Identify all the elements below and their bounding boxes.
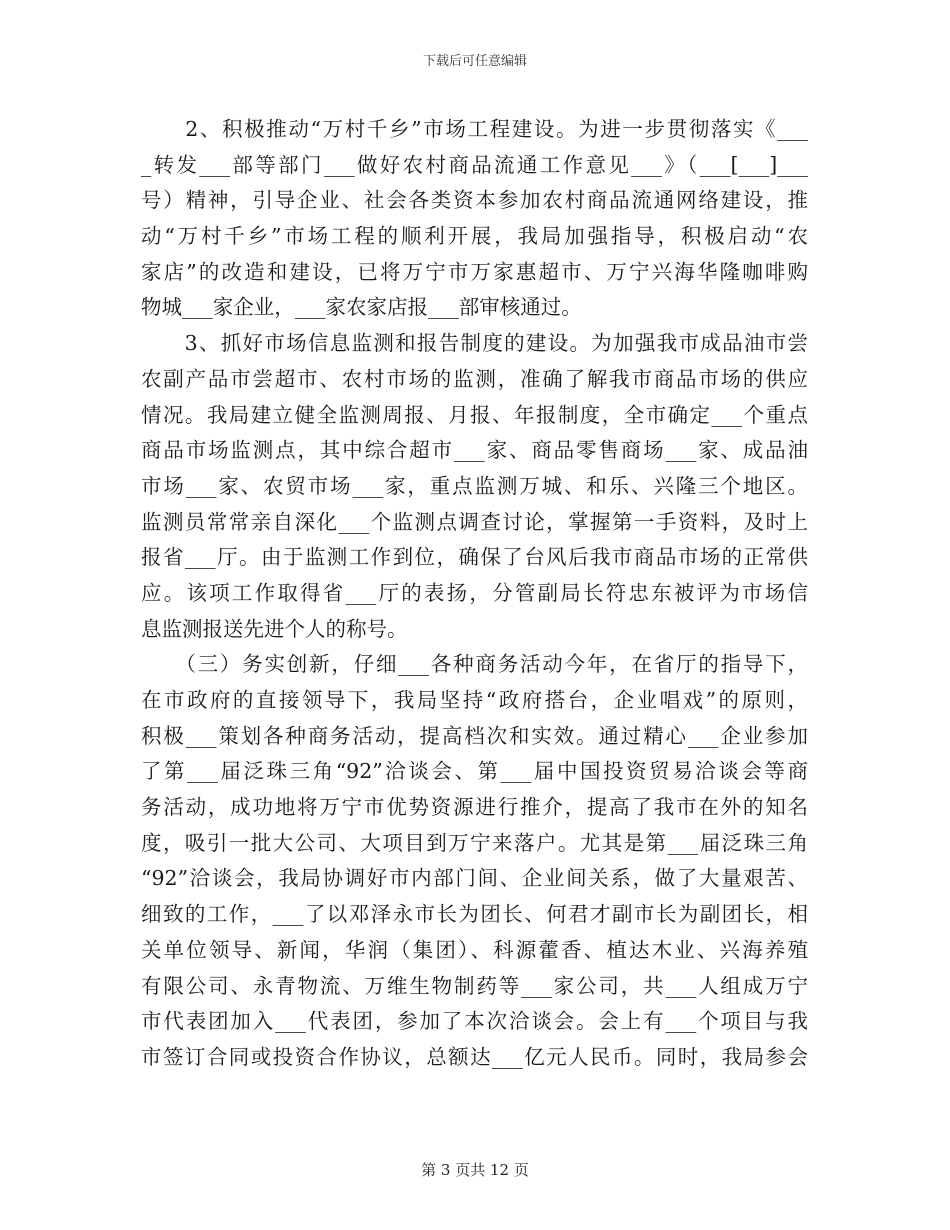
text-line: 号）精神，引导企业、社会各类资本参加农村商品流通网络建设，推 [141,188,808,213]
page-header: 下载后可任意编辑 [422,54,527,69]
text-line: 市签订合同或投资合作协议，总额达___亿元人民币。同时，我局参会 [141,1044,808,1069]
page-footer: 第 3 页共 12 页 [421,1161,529,1179]
text-line: 市场___家、农贸市场___家，重点监测万城、和乐、兴隆三个地区。 [141,473,808,498]
text-line: 情况。我局建立健全监测周报、月报、年报制度，全市确定___个重点 [141,402,808,427]
text-line: 动“万村千乡”市场工程的顺利开展，我局加强指导，积极启动“农 [141,224,808,249]
text-line: 务活动，成功地将万宁市优势资源进行推介，提高了我市在外的知名 [141,795,808,820]
text-line: 2、积极推动“万村千乡”市场工程建设。为进一步贯彻落实《___ [141,117,808,141]
text-line: “92”洽谈会，我局协调好市内部门间、企业间关系，做了大量艰苦、 [141,866,808,891]
text-line: 积极___策划各种商务活动，提高档次和实效。通过精心___企业参加 [141,723,808,748]
text-line: 了第___届泛珠三角“92”洽谈会、第___届中国投资贸易洽谈会等商 [141,759,808,784]
text-line: 在市政府的直接领导下，我局坚持“政府搭台，企业唱戏”的原则， [141,688,808,712]
text-line: （三）务实创新，仔细___各种商务活动今年，在省厅的指导下， [141,652,808,677]
text-line: 细致的工作，___了以邓泽永市长为团长、何君才副市长为副团长，相 [141,902,808,927]
text-line: 3、抓好市场信息监测和报告制度的建设。为加强我市成品油市尝 [141,331,808,356]
text-line: 应。该项工作取得省___厅的表扬，分管副局长符忠东被评为市场信 [141,580,808,605]
text-line: 商品市场监测点，其中综合超市___家、商品零售商场___家、成品油 [141,438,808,463]
text-line: 家店”的改造和建设，已将万宁市万家惠超市、万宁兴海华隆咖啡购 [141,259,808,284]
text-line: 市代表团加入___代表团，参加了本次洽谈会。会上有___个项目与我 [141,1009,808,1034]
text-line: 物城___家企业，___家农家店报___部审核通过。 [141,295,582,320]
text-line: _转发___部等部门___做好农村商品流通工作意见___》（___[___]___ [141,152,808,177]
text-line: 关单位领导、新闻，华润（集团）、科源藿香、植达木业、兴海养殖 [141,937,808,962]
text-line: 有限公司、永青物流、万维生物制药等___家公司，共___人组成万宁 [141,973,808,998]
text-line: 息监测报送先进个人的称号。 [141,616,408,641]
text-line: 监测员常常亲自深化___个监测点调查讨论，掌握第一手资料，及时上 [141,509,808,534]
document-body [141,112,808,1076]
text-line: 农副产品市尝超市、农村市场的监测，准确了解我市商品市场的供应 [141,366,808,391]
text-line: 度，吸引一批大公司、大项目到万宁来落户。尤其是第___届泛珠三角 [141,830,808,855]
text-line: 报省___厅。由于监测工作到位，确保了台风后我市商品市场的正常供 [141,545,808,570]
